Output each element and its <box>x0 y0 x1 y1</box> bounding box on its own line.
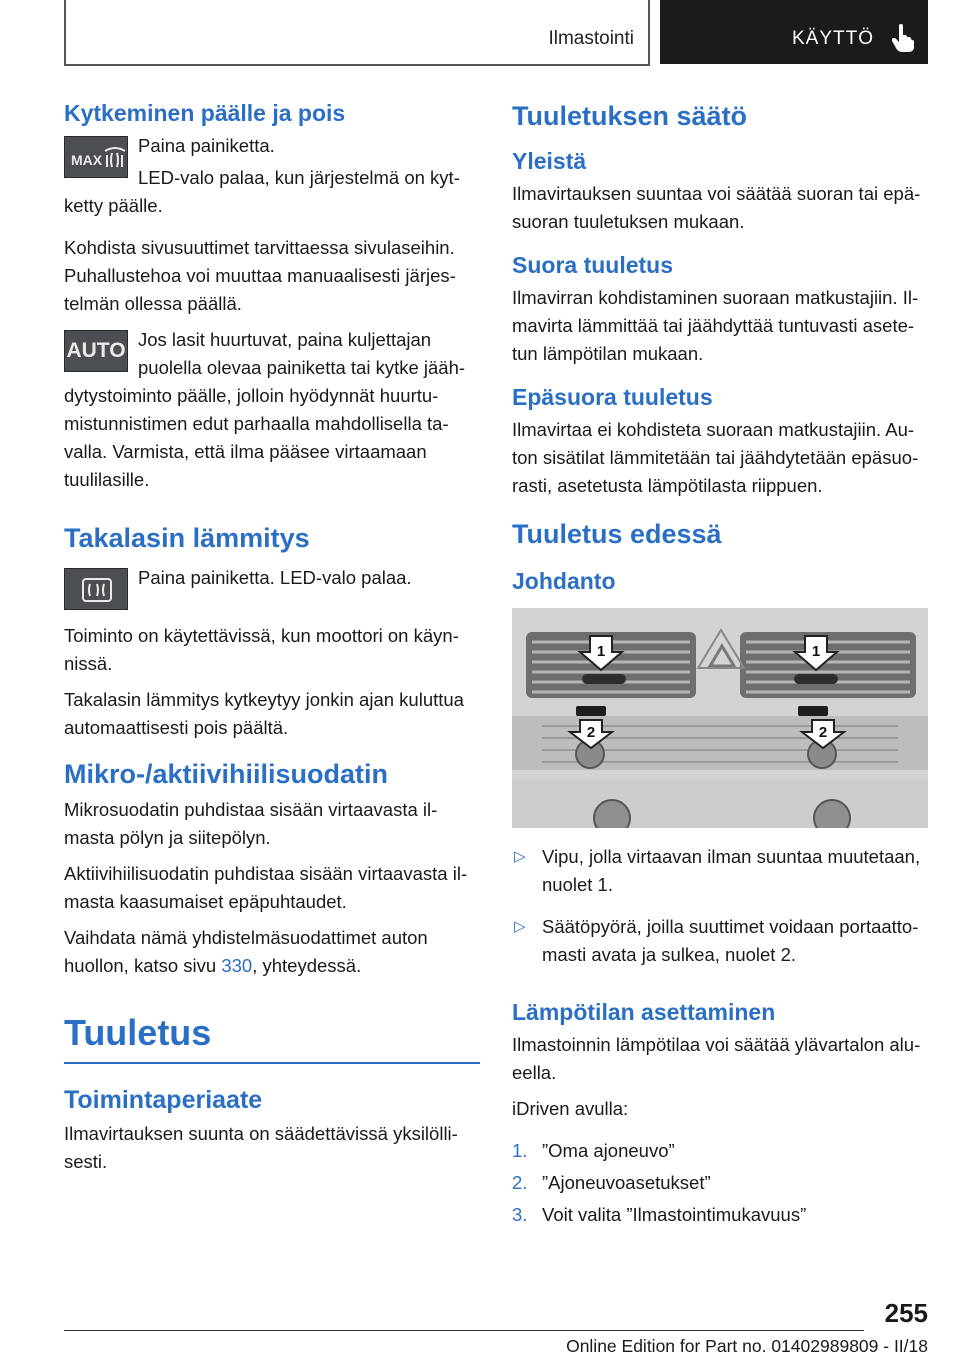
step-item-1: 1. ”Oma ajoneuvo” <box>512 1140 675 1161</box>
heading-saato: Tuuletuksen säätö <box>512 101 748 131</box>
front-vents-photo <box>512 608 928 828</box>
text-lampotila-2: iDriven avulla: <box>512 1098 629 1119</box>
text-kytkeminen-3: Kohdista sivusuuttimet tarvittaessa sivulaseihin. Puhallustehoa voi muuttaa manuaalisesti järjestelmän ollessa päällä. <box>64 237 456 314</box>
bullet-item-1: ▷ Vipu, jolla virtaavan ilman suuntaa muutetaan, nuolet 1. <box>512 843 928 899</box>
text-takalasi-3: Takalasin lämmitys kytkeytyy jonkin ajan kuluttua automaattisesti pois päältä. <box>64 689 464 738</box>
step-item-2: 2. ”Ajoneuvoasetukset” <box>512 1172 711 1193</box>
chapter-title: KÄYTTÖ <box>792 28 875 49</box>
heading-yleista: Yleistä <box>512 148 587 174</box>
auto-button-row <box>64 326 480 494</box>
text-mikro-2: Aktiivihiilisuodatin puhdistaa sisään virtaavasta ilmasta kaasumaiset epäpuhtaudet. <box>64 863 468 912</box>
heading-tuuletus: Tuuletus <box>64 1012 212 1053</box>
heading-johdanto: Johdanto <box>512 568 616 594</box>
section-title: Ilmastointi <box>548 28 634 49</box>
text-mikro-1: Mikrosuodatin puhdistaa sisään virtaavasta ilmasta pölyn ja siitepölyn. <box>64 799 438 848</box>
text-takalasi-2: Toiminto on käytettävissä, kun moottori on käynnissä. <box>64 625 459 674</box>
footer-rule <box>64 1330 864 1331</box>
text-mikro-3: Vaihdata nämä yhdistelmäsuodattimet auton huollon, katso sivu 330, yhteydessä. <box>64 927 428 976</box>
arrow-label-2-right: 2 <box>818 724 828 741</box>
step-item-3: 3. Voit valita ”Ilmastointimukavuus” <box>512 1204 807 1225</box>
rear-defrost-button-icon <box>64 568 128 610</box>
heading-edessa: Tuuletus edessä <box>512 519 722 549</box>
heading-mikro: Mikro-/aktiivihiilisuodatin <box>64 759 389 789</box>
heading-epasuora: Epäsuora tuuletus <box>512 384 713 410</box>
bullet-triangle-icon: ▷ <box>514 918 526 935</box>
max-button-row <box>64 132 480 220</box>
heading-takalasi: Takalasin lämmitys <box>64 523 310 553</box>
arrow-label-1-right: 1 <box>811 643 821 660</box>
auto-label: AUTO <box>66 339 126 362</box>
text-kytkeminen-1: Paina painiketta. <box>138 135 275 156</box>
max-label: MAX <box>71 152 103 168</box>
page-header <box>64 0 928 66</box>
bullet-item-2: ▷ Säätöpyörä, joilla suuttimet voidaan portaattomasti avata ja sulkea, nuolet 2. <box>512 913 928 969</box>
text-suora: Ilmavirran kohdistaminen suoraan matkustajiin. Ilmavirta lämmittää tai jäähdyttää tuntuvasti asetetun lämpötilan mukaan. <box>512 287 919 364</box>
bullet-triangle-icon: ▷ <box>514 848 526 865</box>
section-rule <box>64 1062 480 1064</box>
heading-lampotila: Lämpötilan asettaminen <box>512 999 776 1025</box>
heading-kytkeminen: Kytkeminen päälle ja pois <box>64 100 346 126</box>
page-number: 255 <box>884 1298 928 1328</box>
text-takalasi-1: Paina painiketta. LED-valo palaa. <box>138 567 412 588</box>
footer-edition: Online Edition for Part no. 01402989809 - II/18 <box>566 1336 928 1356</box>
rear-defrost-row <box>64 564 480 608</box>
text-kytkeminen-4: Jos lasit huurtuvat, paina kuljettajan puolella olevaa painiketta tai kytke jäähdytystoiminto päälle, jolloin hyödynnät huurtumistunnistimen edut parhaalla mahdollisella tavalla. Varmista, että ilma pääsee virtaamaan tuulilasille. <box>64 329 466 490</box>
hand-pointer-icon <box>892 24 914 52</box>
text-lampotila-1: Ilmastoinnin lämpötilaa voi säätää ylävartalon alueella. <box>512 1034 921 1083</box>
text-toimintaperiaate: Ilmavirtauksen suunta on säädettävissä yksilöllisesti. <box>64 1123 458 1172</box>
heading-toimintaperiaate: Toimintaperiaate <box>64 1086 263 1114</box>
text-yleista: Ilmavirtauksen suuntaa voi säätää suoran tai epäsuoran tuuletuksen mukaan. <box>512 183 921 232</box>
left-column <box>64 98 480 1184</box>
right-column <box>512 98 928 1233</box>
heading-suora: Suora tuuletus <box>512 252 674 278</box>
section-tab <box>64 0 650 66</box>
arrow-label-2-left: 2 <box>586 724 596 741</box>
arrow-label-1-left: 1 <box>596 643 606 660</box>
text-epasuora: Ilmavirtaa ei kohdisteta suoraan matkustajiin. Auton sisätilat lämmitetään tai jäähdytetään epäsuorasti, asetetusta lämpötilasta riippuen. <box>512 419 919 496</box>
text-kytkeminen-2: LED-valo palaa, kun järjestelmä on kytketty päälle. <box>64 167 460 216</box>
page-link-330[interactable]: 330 <box>221 955 253 976</box>
auto-button-icon <box>64 330 128 372</box>
max-defrost-button-icon <box>64 136 128 178</box>
chapter-tab <box>660 0 928 64</box>
